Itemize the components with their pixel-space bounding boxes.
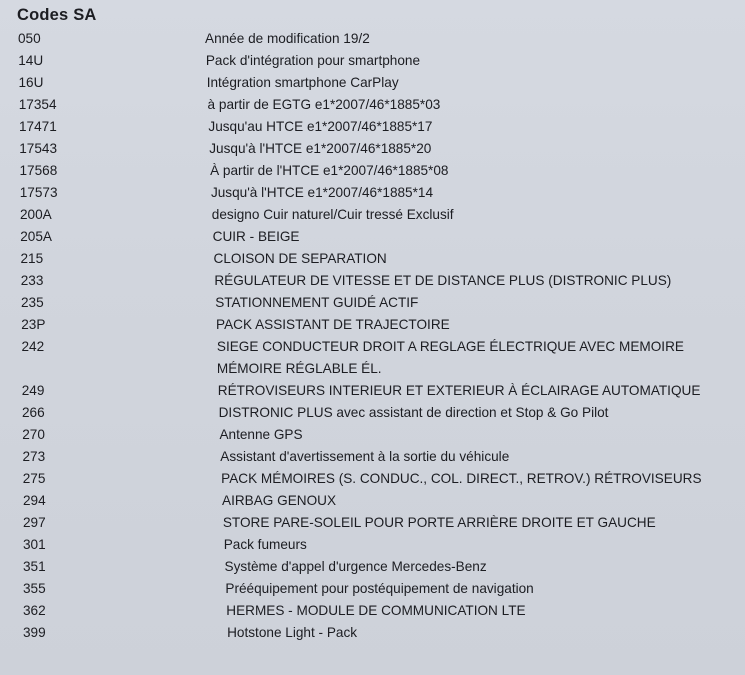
option-description: PACK MÉMOIRES (S. CONDUC., COL. DIRECT., RETROV.) RÉTROVISEURS — [221, 471, 702, 486]
list-item — [0, 116, 745, 138]
option-description: Jusqu'au HTCE e1*2007/46*1885*17 — [208, 119, 433, 134]
option-description: STATIONNEMENT GUIDÉ ACTIF — [215, 295, 419, 310]
list-item — [0, 336, 745, 380]
option-description: Année de modification 19/2 — [205, 31, 370, 46]
option-code: 23P — [21, 317, 46, 332]
option-description: À partir de l'HTCE e1*2007/46*1885*08 — [210, 163, 449, 178]
list-item — [0, 28, 745, 50]
list-item — [0, 248, 745, 270]
option-description: CLOISON DE SEPARATION — [213, 251, 387, 266]
option-description: STORE PARE-SOLEIL POUR PORTE ARRIÈRE DROITE ET GAUCHE — [222, 515, 656, 530]
option-description: Assistant d'avertissement à la sortie du véhicule — [220, 449, 510, 464]
list-item — [0, 468, 745, 490]
option-code: 17354 — [18, 97, 57, 112]
option-code: 275 — [22, 471, 46, 486]
list-item — [0, 622, 745, 644]
list-item — [0, 578, 745, 600]
option-description: SIEGE CONDUCTEUR DROIT A REGLAGE ÉLECTRIQUE AVEC MEMOIRE MÉMOIRE RÉGLABLE ÉL. — [216, 339, 684, 376]
option-code: 17543 — [19, 141, 58, 156]
section-title: Codes SA — [17, 6, 97, 24]
option-code: 242 — [21, 339, 45, 354]
option-description: HERMES - MODULE DE COMMUNICATION LTE — [226, 603, 526, 618]
list-item — [0, 446, 745, 468]
option-code: 14U — [18, 53, 44, 68]
list-item — [0, 182, 745, 204]
option-description: Système d'appel d'urgence Mercedes-Benz — [224, 559, 487, 574]
option-code: 249 — [21, 383, 45, 398]
list-item — [0, 512, 745, 534]
option-code: 294 — [23, 493, 46, 508]
option-code: 16U — [18, 75, 44, 90]
option-code: 17573 — [19, 185, 58, 200]
option-description: AIRBAG GENOUX — [222, 493, 337, 508]
option-description: DISTRONIC PLUS avec assistant de direction et Stop & Go Pilot — [218, 405, 609, 420]
list-item — [0, 94, 745, 116]
option-code: 301 — [23, 537, 46, 552]
option-description: Prééquipement pour postéquipement de navigation — [225, 581, 534, 596]
option-code: 351 — [23, 559, 46, 574]
list-item — [0, 402, 745, 424]
list-item — [0, 534, 745, 556]
list-item — [0, 138, 745, 160]
list-item — [0, 314, 745, 336]
list-item — [0, 72, 745, 94]
option-description: Pack d'intégration pour smartphone — [205, 53, 421, 68]
option-description: Hotstone Light - Pack — [227, 625, 358, 640]
option-description: CUIR - BEIGE — [212, 229, 300, 244]
option-description: Intégration smartphone CarPlay — [206, 75, 399, 90]
option-code: 297 — [23, 515, 46, 530]
option-code: 399 — [23, 625, 46, 640]
option-code: 17471 — [19, 119, 57, 134]
option-description: RÉGULATEUR DE VITESSE ET DE DISTANCE PLUS (DISTRONIC PLUS) — [214, 273, 672, 288]
option-code: 205A — [20, 229, 52, 244]
list-item — [0, 226, 745, 248]
option-code: 270 — [22, 427, 45, 442]
option-description: RÉTROVISEURS INTERIEUR ET EXTERIEUR À ÉCLAIRAGE AUTOMATIQUE — [217, 383, 701, 398]
option-code: 266 — [22, 405, 45, 420]
list-item — [0, 50, 745, 72]
list-item — [0, 556, 745, 578]
option-description: Jusqu'à l'HTCE e1*2007/46*1885*14 — [210, 185, 434, 200]
codes-list — [0, 28, 745, 644]
list-item — [0, 424, 745, 446]
option-description: Antenne GPS — [219, 427, 303, 442]
option-code: 050 — [18, 31, 41, 46]
option-code: 273 — [22, 449, 46, 464]
option-description: designo Cuir naturel/Cuir tressé Exclusif — [211, 207, 454, 222]
option-code: 215 — [20, 251, 44, 266]
list-item — [0, 292, 745, 314]
option-code: 362 — [23, 603, 46, 618]
list-item — [0, 490, 745, 512]
option-description: PACK ASSISTANT DE TRAJECTOIRE — [216, 317, 450, 332]
list-item — [0, 270, 745, 292]
option-code: 233 — [20, 273, 44, 288]
option-code: 235 — [21, 295, 44, 310]
option-code: 17568 — [19, 163, 58, 178]
list-item — [0, 600, 745, 622]
option-description: Pack fumeurs — [223, 537, 307, 552]
list-item — [0, 380, 745, 402]
option-code: 355 — [23, 581, 46, 596]
option-description: Jusqu'à l'HTCE e1*2007/46*1885*20 — [209, 141, 432, 156]
list-item — [0, 160, 745, 182]
list-item — [0, 204, 745, 226]
option-description: à partir de EGTG e1*2007/46*1885*03 — [207, 97, 441, 112]
option-code: 200A — [20, 207, 52, 222]
